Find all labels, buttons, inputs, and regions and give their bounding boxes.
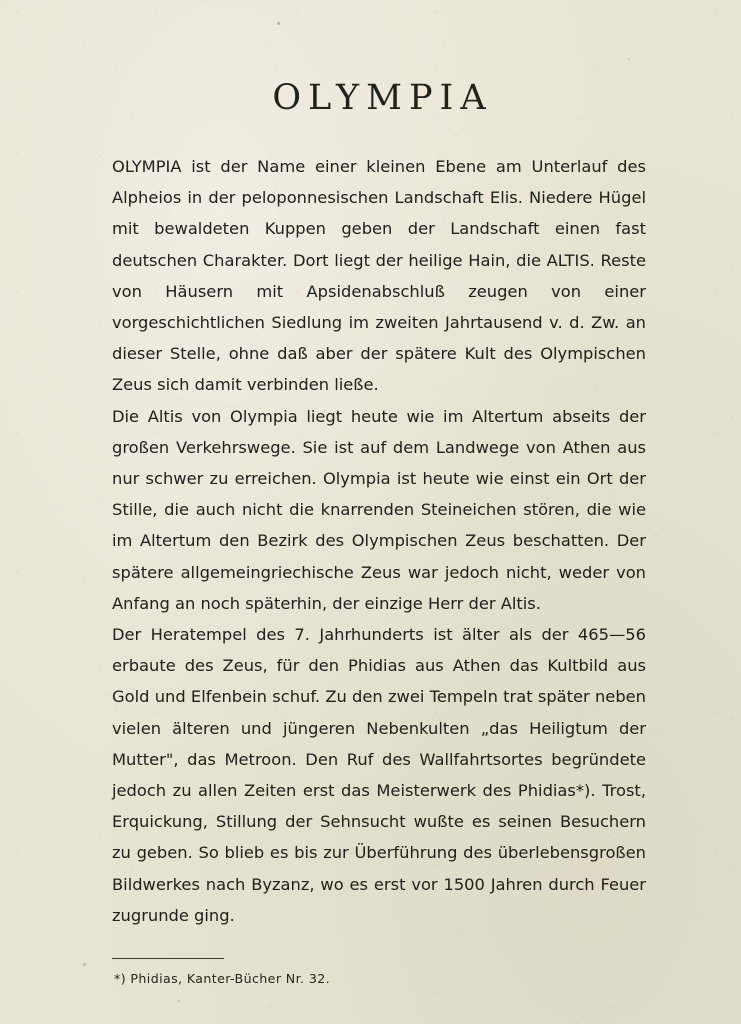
footnote-divider — [112, 958, 224, 959]
page-title: OLYMPIA — [272, 78, 493, 118]
body-text — [112, 151, 646, 931]
paragraph: Die Altis von Olympia liegt heute wie im Altertum abseits der großen Verkehrswege. Sie ist auf dem Landwege von Athen aus nur schwer zu erreichen. Olympia ist heute wie einst ein Ort der Stille, die auch nicht die knarrenden Steineichen stören, die wie im Altertum den Bezirk des Olympischen Zeus beschatten. Der spätere allgemeingriechische Zeus war jedoch nicht, weder von Anfang an noch späterhin, der einzige Herr der Altis. — [112, 406, 646, 613]
text-column — [112, 0, 646, 986]
paragraph: OLYMPIA ist der Name einer kleinen Ebene am Unterlauf des Alpheios in der peloponnesischen Landschaft Elis. Niedere Hügel mit bewaldeten Kuppen geben der Landschaft einen fast deutschen Charakter. Dort liegt der heilige Hain, die ALTIS. Reste von Häusern mit Apsidenabschluß zeugen von einer vorgeschichtlichen Siedlung im zweiten Jahrtausend v. d. Zw. an dieser Stelle, ohne daß aber der spätere Kult des Olympischen Zeus sich damit verbinden ließe. — [112, 157, 646, 395]
footnote: *) Phidias, Kanter-Bücher Nr. 32. — [114, 971, 331, 987]
paper-speck — [178, 1000, 180, 1002]
paragraph: Der Heratempel des 7. Jahrhunderts ist älter als der 465—56 erbaute des Zeus, für den Phidias aus Athen das Kultbild aus Gold und Elfenbein schuf. Zu den zwei Tempeln trat später neben vielen älteren und jüngeren Nebenkulten „das Heiligtum der Mutter", das Metroon. Den Ruf des Wallfahrtsortes begründete jedoch zu allen Zeiten erst das Meisterwerk des Phidias*). Trost, Erquickung, Stillung der Sehnsucht wußte es seinen Besuchern zu geben. So blieb es bis zur Überführung des überlebensgroßen Bildwerkes nach Byzanz, wo es erst vor 1500 Jahren durch Feuer zugrunde ging. — [112, 625, 646, 925]
paper-speck — [83, 963, 86, 966]
